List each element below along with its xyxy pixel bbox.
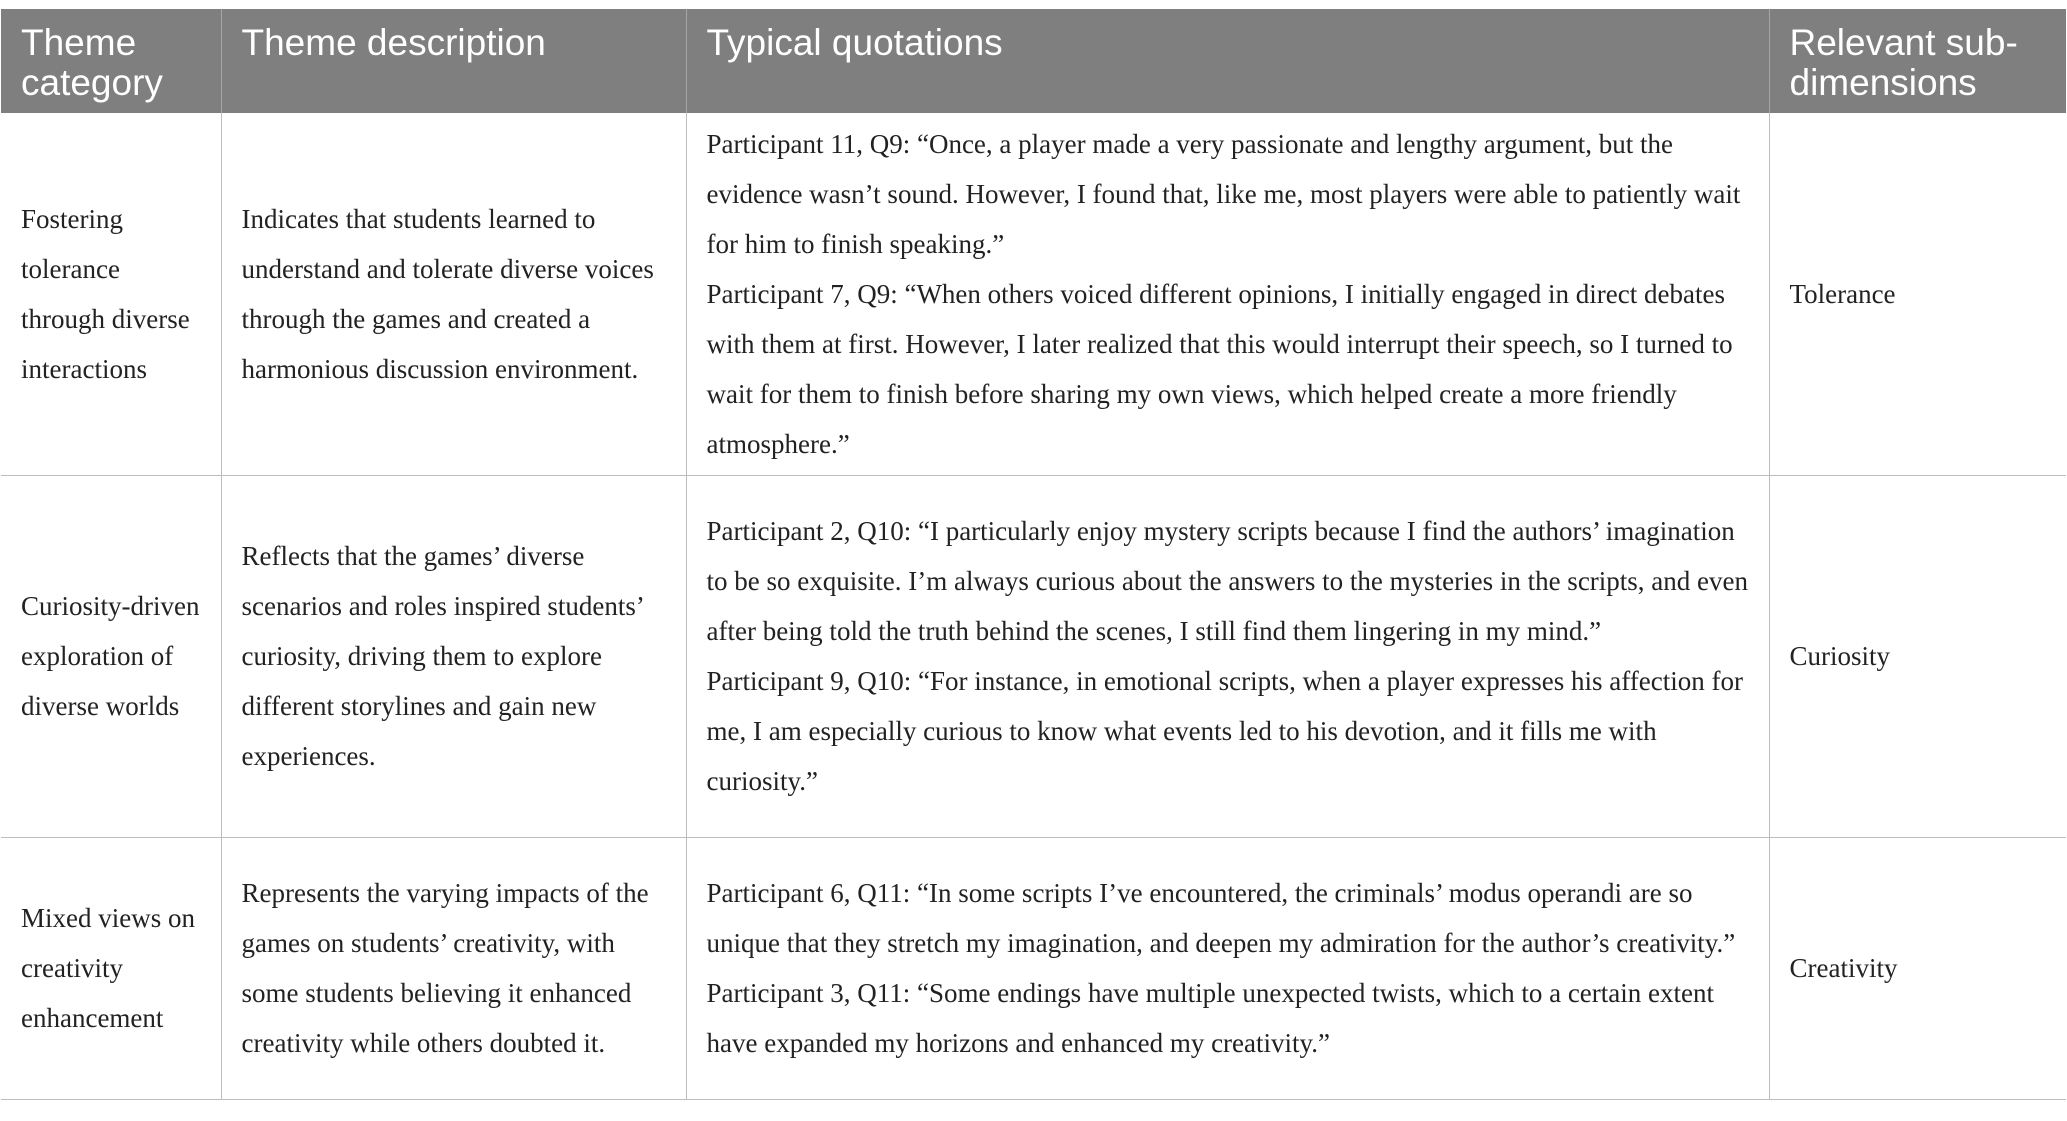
table-row [1, 113, 2066, 475]
quotation: Participant 7, Q9: “When others voiced different opinions, I initially engaged in direct debates with them at first. However, I later realized that this would interrupt their speech, so I turned to wait for them to finish before sharing my own views, which helped create a more friendly atmosphere.” [706, 278, 1733, 459]
themes-table [1, 9, 2066, 1100]
typical-quotations-cell [686, 837, 1769, 1099]
theme-category-cell: Curiosity-driven exploration of diverse worlds [1, 475, 221, 837]
sub-dimension-cell: Curiosity [1769, 475, 2066, 837]
quotation: Participant 2, Q10: “I particularly enjoy mystery scripts because I find the authors’ imagination to be so exquisite. I’m always curious about the answers to the mysteries in the scripts, and even after being told the truth behind the scenes, I still find them lingering in my mind.” [706, 516, 1749, 646]
header-row [1, 9, 2066, 113]
header-typical-quotations: Typical quotations [686, 9, 1769, 113]
table-row [1, 475, 2066, 837]
theme-category-cell: Mixed views on creativity enhancement [1, 837, 221, 1099]
sub-dimension-cell: Tolerance [1769, 113, 2066, 475]
theme-description-cell: Represents the varying impacts of the games on students’ creativity, with some students believing it enhanced creativity while others doubted it. [221, 837, 686, 1099]
table-body [1, 113, 2066, 1099]
quotation: Participant 6, Q11: “In some scripts I’ve encountered, the criminals’ modus operandi are so unique that they stretch my imagination, and deepen my admiration for the author’s creativity.” [706, 878, 1736, 958]
quotation: Participant 3, Q11: “Some endings have multiple unexpected twists, which to a certain extent have expanded my horizons and enhanced my creativity.” [706, 978, 1714, 1058]
theme-category-cell: Fostering tolerance through diverse interactions [1, 113, 221, 475]
typical-quotations-cell [686, 475, 1769, 837]
sub-dimension-cell: Creativity [1769, 837, 2066, 1099]
table-row [1, 837, 2066, 1099]
quotation: Participant 11, Q9: “Once, a player made a very passionate and lengthy argument, but the evidence wasn’t sound. However, I found that, like me, most players were able to patiently wait for him to finish speaking.” [706, 128, 1741, 259]
typical-quotations-cell [686, 113, 1769, 475]
theme-description-cell: Indicates that students learned to understand and tolerate diverse voices through the games and created a harmonious discussion environment. [221, 113, 686, 475]
table-header [1, 9, 2066, 113]
theme-description-cell: Reflects that the games’ diverse scenarios and roles inspired students’ curiosity, driving them to explore different storylines and gain new experiences. [221, 475, 686, 837]
quotation: Participant 9, Q10: “For instance, in emotional scripts, when a player expresses his affection for me, I am especially curious to know what events led to his devotion, and it fills me with curiosity.” [706, 666, 1743, 796]
header-theme-category: Theme category [1, 9, 221, 113]
header-theme-description: Theme description [221, 9, 686, 113]
header-relevant-sub-dimensions: Relevant sub-dimensions [1769, 9, 2066, 113]
